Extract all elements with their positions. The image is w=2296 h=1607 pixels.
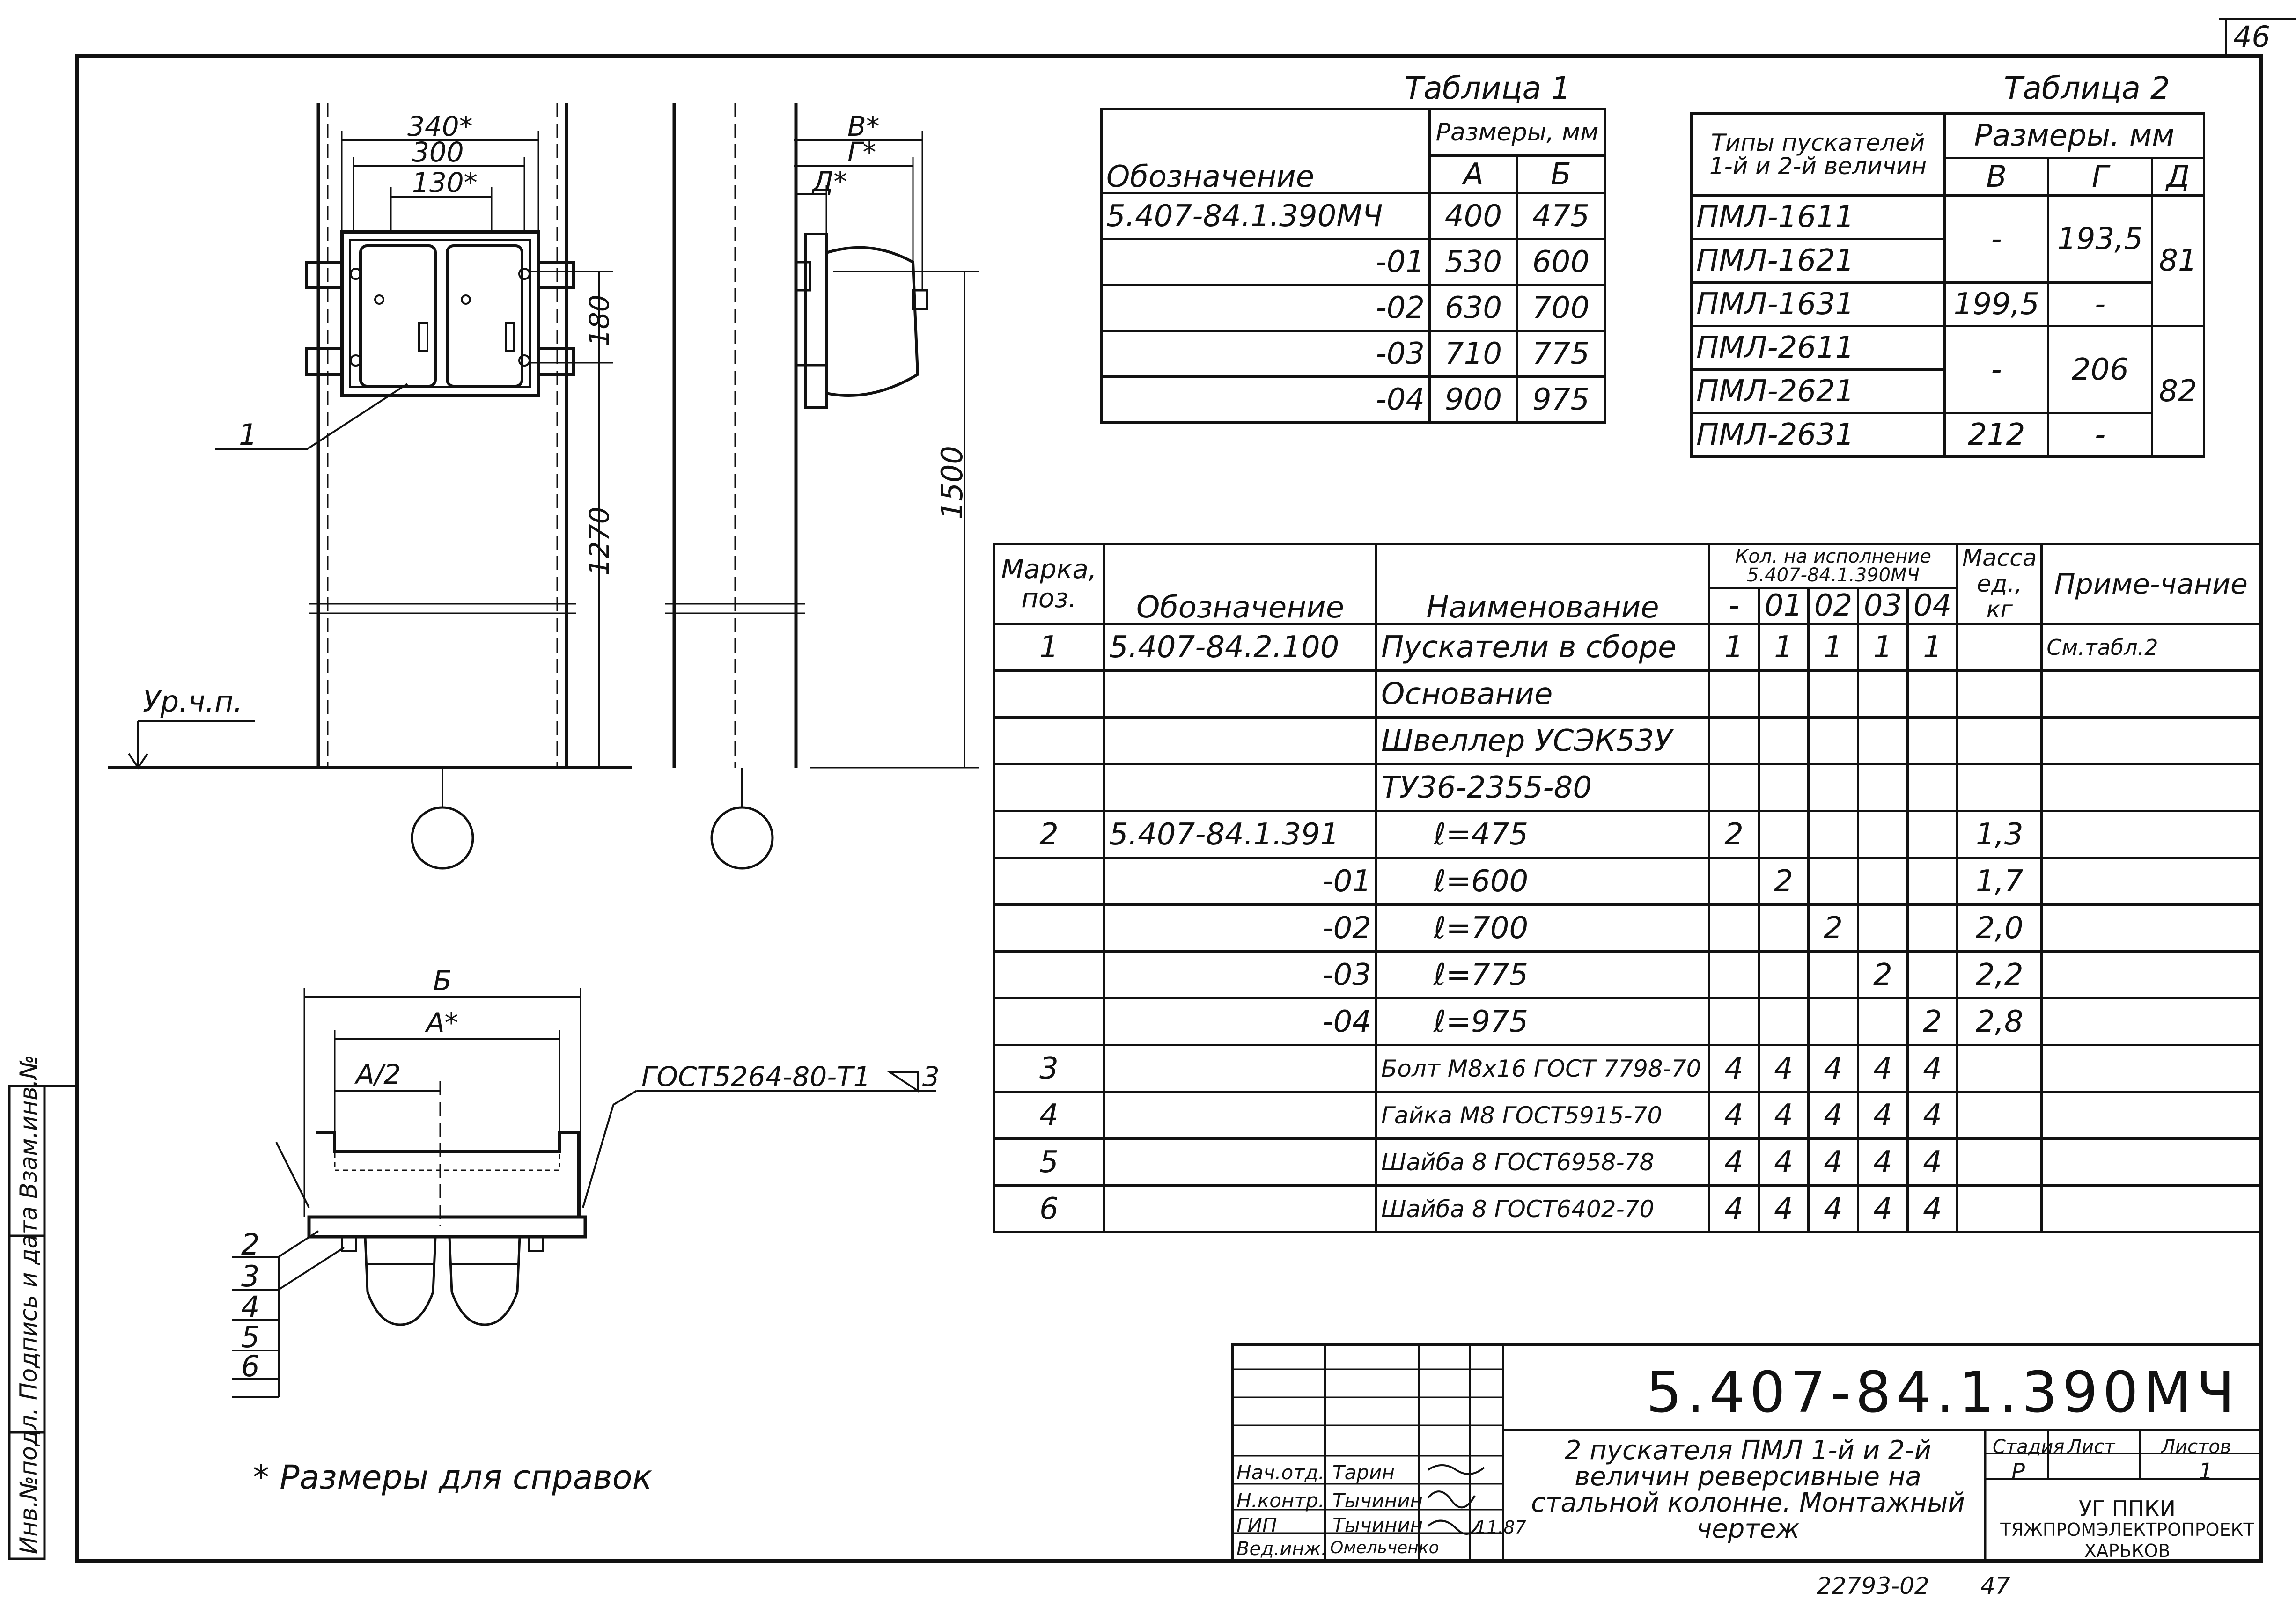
t1-head-a: А (1430, 156, 1517, 193)
stamp-date: 11.87 (1475, 1517, 1526, 1538)
spec-q (1759, 952, 1809, 998)
footer-code: 22793-02 (1817, 1572, 1929, 1600)
spec-mass: 1,7 (1957, 858, 2042, 905)
spec-mark (994, 671, 1104, 718)
spec-q: 4 (1908, 1045, 1957, 1092)
spec-note (2042, 998, 2260, 1045)
callout-1: 1 (239, 418, 258, 452)
spec-note (2042, 858, 2260, 905)
t2-type: ПМЛ-2631 (1692, 413, 1945, 457)
spec-q: 4 (1858, 1045, 1908, 1092)
spec-mass: 1,3 (1957, 811, 2042, 858)
spec-name: Основание (1376, 671, 1709, 718)
stamp-sheets-head: Листов (2161, 1436, 2231, 1458)
spec-q: 4 (1908, 1092, 1957, 1139)
spec-q (1908, 764, 1957, 811)
spec-q: 1 (1809, 624, 1858, 671)
spec-q (1709, 718, 1759, 764)
spec-head-qty: Кол. на исполнение 5.407-84.1.390МЧ (1709, 544, 1957, 588)
t2-head-g: Г (2048, 158, 2152, 196)
spec-mark: 5 (994, 1139, 1104, 1186)
spec-mark: 4 (994, 1092, 1104, 1139)
spec-head-mass: Масса ед., кг (1957, 544, 2042, 624)
table-row (994, 1092, 2260, 1139)
stamp-role: Н.контр. (1236, 1489, 1325, 1512)
spec-name: Шайба 8 ГОСТ6958-78 (1376, 1139, 1709, 1186)
spec-q (1858, 905, 1908, 952)
spec-q (1908, 718, 1957, 764)
spec-q (1858, 718, 1908, 764)
level-label: Ур.ч.п. (143, 684, 243, 719)
spec-q: 4 (1809, 1045, 1858, 1092)
spec-q: 2 (1709, 811, 1759, 858)
table-row (994, 1045, 2260, 1092)
spec-mass: 2,8 (1957, 998, 2042, 1045)
spec-mark (994, 764, 1104, 811)
margin-stamp-text: Инв.№подл. Подпись и дата Взам.инв.№ (15, 1055, 42, 1554)
spec-q: 4 (1759, 1092, 1809, 1139)
spec-q: 1 (1858, 624, 1908, 671)
spec-q (1908, 952, 1957, 998)
t2-g: - (2048, 413, 2152, 457)
spec-q (1908, 671, 1957, 718)
spec-note: См.табл.2 (2042, 624, 2260, 671)
spec-name: ℓ=600 (1376, 858, 1709, 905)
t2-d: 82 (2152, 326, 2204, 457)
dim-130: 130* (412, 167, 478, 198)
spec-q: 4 (1709, 1045, 1759, 1092)
stamp-name: Омельченко (1330, 1538, 1439, 1557)
dim-180: 180 (583, 294, 615, 346)
spec-mark (994, 858, 1104, 905)
table-row (994, 764, 2260, 811)
t2-head-types: Типы пускателей 1-й и 2-й величин (1692, 114, 1945, 196)
spec-mass (1957, 624, 2042, 671)
spec-mass (1957, 764, 2042, 811)
spec-head-q: 04 (1908, 587, 1957, 624)
footer-page: 47 (1980, 1572, 2010, 1600)
t1-b: 975 (1517, 377, 1605, 423)
spec-note (2042, 905, 2260, 952)
spec-q (1759, 998, 1809, 1045)
spec-q (1809, 998, 1858, 1045)
t1-des: -04 (1102, 377, 1430, 423)
spec-q: 2 (1809, 905, 1858, 952)
spec-q: 2 (1908, 998, 1957, 1045)
t1-des: -03 (1102, 331, 1430, 377)
spec-head-note: Приме-чание (2042, 544, 2260, 624)
t1-des: -01 (1102, 239, 1430, 285)
spec-mass (1957, 718, 2042, 764)
spec-q: 1 (1759, 624, 1809, 671)
side-view (665, 103, 979, 868)
t2-type: ПМЛ-2611 (1692, 326, 1945, 370)
table1 (1100, 108, 1606, 424)
t1-head-designation: Обозначение (1102, 109, 1430, 193)
spec-mass (1957, 1139, 2042, 1186)
spec-q (1759, 671, 1809, 718)
spec-name: Швеллер УСЭК53У (1376, 718, 1709, 764)
dim-300: 300 (412, 136, 464, 168)
t1-b: 775 (1517, 331, 1605, 377)
spec-q: 2 (1858, 952, 1908, 998)
spec-q (1809, 952, 1858, 998)
spec-q (1858, 998, 1908, 1045)
spec-q (1908, 905, 1957, 952)
spec-head-mark: Марка, поз. (994, 544, 1104, 624)
t1-des: 5.407-84.1.390МЧ (1102, 193, 1430, 239)
table-row (994, 1186, 2260, 1233)
front-view (108, 103, 632, 868)
spec-name: Пускатели в сборе (1376, 624, 1709, 671)
table-row (994, 998, 2260, 1045)
spec-des (1104, 764, 1376, 811)
table-row (1692, 196, 2204, 239)
table-row (1692, 413, 2204, 457)
dim-a2: А/2 (356, 1058, 401, 1090)
spec-q: 4 (1709, 1186, 1759, 1233)
spec-name: Болт М8х16 ГОСТ 7798-70 (1376, 1045, 1709, 1092)
spec-mass (1957, 671, 2042, 718)
spec-name: ℓ=475 (1376, 811, 1709, 858)
t1-a: 530 (1430, 239, 1517, 285)
spec-note (2042, 1045, 2260, 1092)
stamp-stage-head: Стадия (1993, 1436, 2065, 1458)
spec-note (2042, 952, 2260, 998)
table-row (994, 952, 2260, 998)
stamp-name: Тарин (1332, 1461, 1395, 1484)
spec-des (1104, 718, 1376, 764)
spec-q (1809, 671, 1858, 718)
spec-table (993, 543, 2261, 1233)
t2-type: ПМЛ-1611 (1692, 196, 1945, 239)
stamp-role: Нач.отд. (1236, 1461, 1325, 1484)
t2-head-d: Д (2152, 158, 2204, 196)
stamp-sheets: 1 (2199, 1459, 2213, 1485)
spec-mark (994, 905, 1104, 952)
spec-name: ℓ=700 (1376, 905, 1709, 952)
t2-head-group: Размеры. мм (1945, 114, 2204, 158)
spec-q (1709, 764, 1759, 811)
table-row (1102, 239, 1605, 285)
dim-a: А* (426, 1007, 458, 1039)
callout-2: 2 (241, 1227, 260, 1262)
stamp-code: 5.407-84.1.390МЧ (1646, 1360, 2240, 1425)
spec-des: 5.407-84.2.100 (1104, 624, 1376, 671)
spec-mark (994, 718, 1104, 764)
spec-q (1759, 905, 1809, 952)
spec-q (1908, 811, 1957, 858)
stamp-name: Тычинин (1332, 1489, 1423, 1512)
t2-v: 199,5 (1945, 283, 2048, 326)
spec-q: 4 (1858, 1139, 1908, 1186)
t2-g: 206 (2048, 326, 2152, 413)
spec-note (2042, 718, 2260, 764)
t2-v: - (1945, 326, 2048, 413)
stamp-org2: ТЯЖПРОМЭЛЕКТРОПРОЕКТ (2000, 1519, 2254, 1540)
weld-label: ГОСТ5264-80-Т1 (641, 1061, 871, 1093)
spec-des: 5.407-84.1.391 (1104, 811, 1376, 858)
t2-head-v: В (1945, 158, 2048, 196)
t1-a: 900 (1430, 377, 1517, 423)
t1-b: 475 (1517, 193, 1605, 239)
spec-des (1104, 671, 1376, 718)
stamp-stage: Р (2011, 1459, 2025, 1485)
spec-q: 4 (1858, 1186, 1908, 1233)
spec-q: 1 (1908, 624, 1957, 671)
dim-1270: 1270 (583, 506, 615, 576)
spec-mark: 3 (994, 1045, 1104, 1092)
spec-mark (994, 952, 1104, 998)
stamp-sheet-head: Лист (2068, 1436, 2115, 1458)
table-row (994, 811, 2260, 858)
page-number: 46 (2233, 20, 2270, 54)
t1-des: -02 (1102, 285, 1430, 331)
t1-a: 710 (1430, 331, 1517, 377)
spec-q (1809, 811, 1858, 858)
spec-mark: 1 (994, 624, 1104, 671)
spec-des: -03 (1104, 952, 1376, 998)
spec-des (1104, 1186, 1376, 1233)
spec-mass (1957, 1045, 2042, 1092)
spec-q: 4 (1809, 1139, 1858, 1186)
table-row (1102, 285, 1605, 331)
spec-des: -01 (1104, 858, 1376, 905)
table-row (1692, 283, 2204, 326)
spec-q (1809, 858, 1858, 905)
spec-note (2042, 671, 2260, 718)
t1-b: 700 (1517, 285, 1605, 331)
dim-g: Г* (847, 136, 876, 168)
spec-head-q: 01 (1759, 587, 1809, 624)
spec-name: ℓ=975 (1376, 998, 1709, 1045)
stamp-org1: УГ ППКИ (2079, 1496, 2176, 1521)
table-row (994, 624, 2260, 671)
table-row (1102, 377, 1605, 423)
dim-340: 340* (407, 110, 473, 142)
table-row (994, 718, 2260, 764)
dim-b: Б (433, 965, 452, 997)
spec-q: 4 (1908, 1186, 1957, 1233)
spec-head-q: 02 (1809, 587, 1858, 624)
note-text: * Размеры для справок (253, 1458, 652, 1497)
spec-note (2042, 1139, 2260, 1186)
title-block (1231, 1343, 2261, 1561)
spec-q (1709, 952, 1759, 998)
spec-mark (994, 998, 1104, 1045)
spec-q: 4 (1759, 1045, 1809, 1092)
callout-3: 3 (241, 1259, 260, 1293)
spec-name: ℓ=775 (1376, 952, 1709, 998)
spec-head-des: Обозначение (1104, 544, 1376, 624)
callout-5: 5 (241, 1320, 260, 1354)
spec-head-name: Наименование (1376, 544, 1709, 624)
spec-note (2042, 1186, 2260, 1233)
spec-name: ТУ36-2355-80 (1376, 764, 1709, 811)
spec-q (1709, 671, 1759, 718)
table2 (1690, 112, 2205, 458)
table2-title: Таблица 2 (2004, 70, 2170, 106)
section-view (232, 988, 936, 1397)
t2-g: 193,5 (2048, 196, 2152, 283)
table-row (1102, 331, 1605, 377)
table-row (994, 1139, 2260, 1186)
spec-q: 4 (1908, 1139, 1957, 1186)
spec-q: 4 (1709, 1092, 1759, 1139)
spec-q: 1 (1709, 624, 1759, 671)
spec-head-q: - (1709, 587, 1759, 624)
spec-mass (1957, 1092, 2042, 1139)
spec-q (1709, 905, 1759, 952)
spec-q (1858, 671, 1908, 718)
spec-q (1709, 998, 1759, 1045)
stamp-org3: ХАРЬКОВ (2084, 1541, 2171, 1561)
t2-v: - (1945, 196, 2048, 283)
callout-4: 4 (241, 1290, 260, 1324)
stamp-role: Вед.инж. (1236, 1538, 1327, 1560)
t1-a: 630 (1430, 285, 1517, 331)
spec-q (1809, 764, 1858, 811)
spec-mass (1957, 1186, 2042, 1233)
t2-g: - (2048, 283, 2152, 326)
t1-b: 600 (1517, 239, 1605, 285)
spec-mass: 2,2 (1957, 952, 2042, 998)
spec-head-q: 03 (1858, 587, 1908, 624)
callout-6: 6 (241, 1349, 260, 1383)
t1-head-group: Размеры, мм (1430, 109, 1605, 156)
spec-note (2042, 1092, 2260, 1139)
spec-q: 4 (1858, 1092, 1908, 1139)
dim-1500: 1500 (935, 446, 969, 520)
spec-q (1759, 811, 1809, 858)
spec-note (2042, 811, 2260, 858)
table-row (1692, 326, 2204, 370)
table-row (994, 905, 2260, 952)
stamp-name: Тычинин (1332, 1514, 1423, 1537)
table-row (994, 858, 2260, 905)
spec-q: 2 (1759, 858, 1809, 905)
spec-q (1858, 811, 1908, 858)
spec-name: Шайба 8 ГОСТ6402-70 (1376, 1186, 1709, 1233)
spec-des (1104, 1092, 1376, 1139)
stamp-role: ГИП (1236, 1514, 1277, 1537)
t2-type: ПМЛ-1621 (1692, 239, 1945, 283)
spec-mark: 6 (994, 1186, 1104, 1233)
spec-q (1709, 858, 1759, 905)
table1-title: Таблица 1 (1405, 70, 1571, 106)
t2-v: 212 (1945, 413, 2048, 457)
spec-note (2042, 764, 2260, 811)
spec-des (1104, 1045, 1376, 1092)
spec-des: -02 (1104, 905, 1376, 952)
dim-d: Д* (812, 166, 847, 198)
t2-d: 81 (2152, 196, 2204, 326)
table-row (1102, 193, 1605, 239)
t2-type: ПМЛ-2621 (1692, 370, 1945, 413)
spec-q: 4 (1759, 1186, 1809, 1233)
weld-size: 3 (922, 1061, 940, 1093)
table-row (994, 671, 2260, 718)
spec-q (1759, 764, 1809, 811)
t2-type: ПМЛ-1631 (1692, 283, 1945, 326)
spec-q: 4 (1759, 1139, 1809, 1186)
spec-q (1908, 858, 1957, 905)
spec-q (1858, 858, 1908, 905)
spec-q (1759, 718, 1809, 764)
spec-mark: 2 (994, 811, 1104, 858)
dim-v: В* (847, 110, 880, 142)
spec-q: 4 (1709, 1139, 1759, 1186)
spec-mass: 2,0 (1957, 905, 2042, 952)
stamp-title: 2 пускателя ПМЛ 1-й и 2-й величин реверсивные на стальной колонне. Монтажный чертеж (1531, 1435, 1965, 1544)
spec-q: 4 (1809, 1186, 1858, 1233)
spec-q: 4 (1809, 1092, 1858, 1139)
t1-a: 400 (1430, 193, 1517, 239)
spec-des: -04 (1104, 998, 1376, 1045)
t1-head-b: Б (1517, 156, 1605, 193)
spec-des (1104, 1139, 1376, 1186)
spec-name: Гайка М8 ГОСТ5915-70 (1376, 1092, 1709, 1139)
spec-q (1809, 718, 1858, 764)
spec-q (1858, 764, 1908, 811)
